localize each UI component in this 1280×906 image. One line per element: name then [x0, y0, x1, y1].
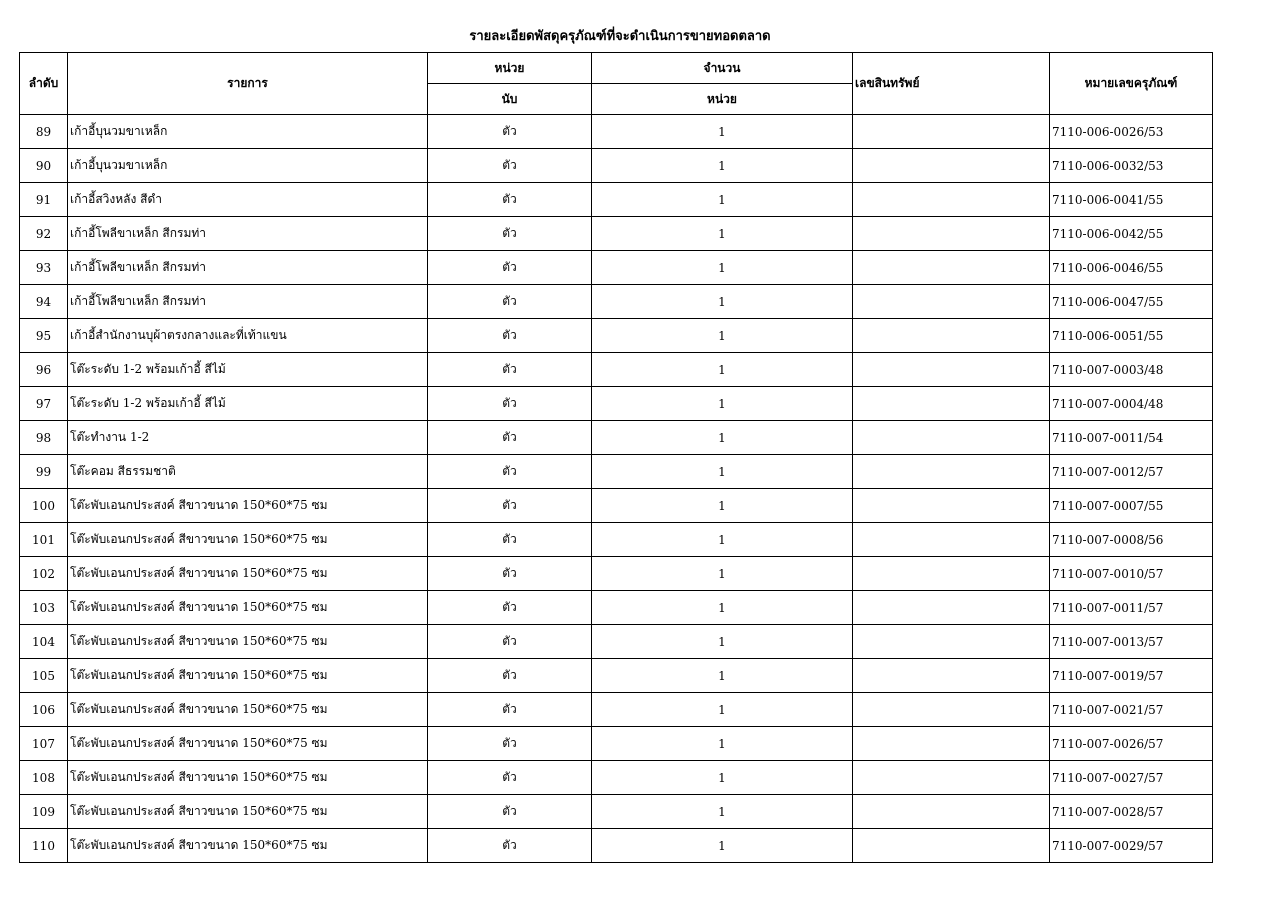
header-item: รายการ	[68, 53, 428, 115]
cell-item: เก้าอี้สวิงหลัง สีดำ	[68, 183, 428, 217]
cell-seq: 90	[20, 149, 68, 183]
table-row	[20, 489, 1213, 523]
cell-qty: 1	[592, 251, 853, 285]
table-body	[20, 115, 1213, 863]
cell-unit: ตัว	[428, 149, 592, 183]
cell-qty: 1	[592, 727, 853, 761]
header-qty-top: จำนวน	[592, 53, 853, 84]
cell-qty: 1	[592, 319, 853, 353]
cell-qty: 1	[592, 693, 853, 727]
table-row	[20, 387, 1213, 421]
cell-qty: 1	[592, 795, 853, 829]
cell-unit: ตัว	[428, 183, 592, 217]
cell-item: โต๊ะพับเอนกประสงค์ สีขาวขนาด 150*60*75 ซม	[68, 795, 428, 829]
cell-qty: 1	[592, 523, 853, 557]
cell-item: โต๊ะพับเอนกประสงค์ สีขาวขนาด 150*60*75 ซม	[68, 829, 428, 863]
cell-seq: 108	[20, 761, 68, 795]
cell-seq: 105	[20, 659, 68, 693]
cell-equipment-code: 7110-007-0028/57	[1050, 795, 1213, 829]
cell-asset-no	[853, 149, 1050, 183]
cell-asset-no	[853, 727, 1050, 761]
cell-item: โต๊ะคอม สีธรรมชาติ	[68, 455, 428, 489]
table-row	[20, 591, 1213, 625]
cell-seq: 101	[20, 523, 68, 557]
cell-item: เก้าอี้บุนวมขาเหล็ก	[68, 149, 428, 183]
header-equipment-code: หมายเลขครุภัณฑ์	[1050, 53, 1213, 115]
cell-qty: 1	[592, 829, 853, 863]
table-row	[20, 149, 1213, 183]
cell-item: โต๊ะพับเอนกประสงค์ สีขาวขนาด 150*60*75 ซม	[68, 659, 428, 693]
cell-asset-no	[853, 591, 1050, 625]
cell-item: โต๊ะพับเอนกประสงค์ สีขาวขนาด 150*60*75 ซม	[68, 761, 428, 795]
cell-unit: ตัว	[428, 285, 592, 319]
table-row	[20, 217, 1213, 251]
cell-item: โต๊ะพับเอนกประสงค์ สีขาวขนาด 150*60*75 ซม	[68, 557, 428, 591]
document-title: รายละเอียดพัสดุครุภัณฑ์ที่จะดำเนินการขายทอดตลาด	[469, 29, 771, 44]
cell-asset-no	[853, 183, 1050, 217]
cell-qty: 1	[592, 183, 853, 217]
cell-unit: ตัว	[428, 455, 592, 489]
table-row	[20, 523, 1213, 557]
header-seq: ลำดับ	[20, 53, 68, 115]
cell-seq: 107	[20, 727, 68, 761]
cell-asset-no	[853, 319, 1050, 353]
cell-qty: 1	[592, 387, 853, 421]
cell-qty: 1	[592, 489, 853, 523]
cell-unit: ตัว	[428, 217, 592, 251]
cell-seq: 89	[20, 115, 68, 149]
cell-asset-no	[853, 251, 1050, 285]
cell-item: โต๊ะพับเอนกประสงค์ สีขาวขนาด 150*60*75 ซม	[68, 489, 428, 523]
cell-equipment-code: 7110-007-0010/57	[1050, 557, 1213, 591]
table-row	[20, 795, 1213, 829]
cell-equipment-code: 7110-007-0003/48	[1050, 353, 1213, 387]
table-row	[20, 557, 1213, 591]
cell-seq: 94	[20, 285, 68, 319]
cell-seq: 92	[20, 217, 68, 251]
table-row	[20, 183, 1213, 217]
asset-table	[19, 52, 1213, 863]
cell-seq: 103	[20, 591, 68, 625]
cell-unit: ตัว	[428, 727, 592, 761]
cell-qty: 1	[592, 217, 853, 251]
cell-seq: 99	[20, 455, 68, 489]
cell-equipment-code: 7110-007-0004/48	[1050, 387, 1213, 421]
cell-asset-no	[853, 353, 1050, 387]
cell-item: โต๊ะระดับ 1-2 พร้อมเก้าอี้ สีไม้	[68, 387, 428, 421]
cell-seq: 95	[20, 319, 68, 353]
cell-item: โต๊ะพับเอนกประสงค์ สีขาวขนาด 150*60*75 ซม	[68, 523, 428, 557]
cell-qty: 1	[592, 149, 853, 183]
cell-qty: 1	[592, 285, 853, 319]
table-row	[20, 693, 1213, 727]
cell-seq: 109	[20, 795, 68, 829]
cell-asset-no	[853, 829, 1050, 863]
cell-unit: ตัว	[428, 115, 592, 149]
table-row	[20, 625, 1213, 659]
cell-qty: 1	[592, 591, 853, 625]
cell-seq: 98	[20, 421, 68, 455]
cell-equipment-code: 7110-006-0041/55	[1050, 183, 1213, 217]
header-asset-no: เลขสินทรัพย์	[853, 53, 1050, 115]
cell-equipment-code: 7110-007-0019/57	[1050, 659, 1213, 693]
cell-unit: ตัว	[428, 319, 592, 353]
table-row	[20, 115, 1213, 149]
table-row	[20, 761, 1213, 795]
cell-asset-no	[853, 693, 1050, 727]
cell-unit: ตัว	[428, 387, 592, 421]
cell-item: เก้าอี้โพลีขาเหล็ก สีกรมท่า	[68, 285, 428, 319]
table-row	[20, 421, 1213, 455]
cell-item: โต๊ะระดับ 1-2 พร้อมเก้าอี้ สีไม้	[68, 353, 428, 387]
cell-seq: 97	[20, 387, 68, 421]
cell-unit: ตัว	[428, 795, 592, 829]
table-row	[20, 319, 1213, 353]
cell-asset-no	[853, 761, 1050, 795]
cell-equipment-code: 7110-006-0042/55	[1050, 217, 1213, 251]
cell-asset-no	[853, 523, 1050, 557]
cell-seq: 102	[20, 557, 68, 591]
cell-qty: 1	[592, 421, 853, 455]
cell-asset-no	[853, 659, 1050, 693]
cell-asset-no	[853, 421, 1050, 455]
cell-qty: 1	[592, 115, 853, 149]
cell-qty: 1	[592, 557, 853, 591]
cell-qty: 1	[592, 353, 853, 387]
cell-seq: 96	[20, 353, 68, 387]
cell-equipment-code: 7110-007-0012/57	[1050, 455, 1213, 489]
header-unit-bottom: นับ	[428, 84, 592, 115]
cell-asset-no	[853, 217, 1050, 251]
cell-equipment-code: 7110-006-0032/53	[1050, 149, 1213, 183]
cell-asset-no	[853, 455, 1050, 489]
cell-item: เก้าอี้บุนวมขาเหล็ก	[68, 115, 428, 149]
cell-equipment-code: 7110-007-0027/57	[1050, 761, 1213, 795]
cell-equipment-code: 7110-006-0046/55	[1050, 251, 1213, 285]
cell-qty: 1	[592, 455, 853, 489]
table-row	[20, 285, 1213, 319]
cell-asset-no	[853, 489, 1050, 523]
cell-unit: ตัว	[428, 625, 592, 659]
cell-unit: ตัว	[428, 353, 592, 387]
cell-equipment-code: 7110-007-0011/54	[1050, 421, 1213, 455]
cell-equipment-code: 7110-007-0008/56	[1050, 523, 1213, 557]
cell-asset-no	[853, 625, 1050, 659]
cell-seq: 110	[20, 829, 68, 863]
cell-item: โต๊ะพับเอนกประสงค์ สีขาวขนาด 150*60*75 ซม	[68, 693, 428, 727]
cell-item: เก้าอี้โพลีขาเหล็ก สีกรมท่า	[68, 217, 428, 251]
cell-seq: 93	[20, 251, 68, 285]
cell-unit: ตัว	[428, 557, 592, 591]
cell-unit: ตัว	[428, 489, 592, 523]
cell-equipment-code: 7110-007-0021/57	[1050, 693, 1213, 727]
cell-unit: ตัว	[428, 693, 592, 727]
cell-equipment-code: 7110-007-0011/57	[1050, 591, 1213, 625]
table-row	[20, 455, 1213, 489]
cell-unit: ตัว	[428, 761, 592, 795]
cell-equipment-code: 7110-006-0026/53	[1050, 115, 1213, 149]
table-row	[20, 251, 1213, 285]
table-row	[20, 727, 1213, 761]
cell-equipment-code: 7110-007-0013/57	[1050, 625, 1213, 659]
cell-item: โต๊ะพับเอนกประสงค์ สีขาวขนาด 150*60*75 ซม	[68, 625, 428, 659]
cell-asset-no	[853, 557, 1050, 591]
cell-item: โต๊ะพับเอนกประสงค์ สีขาวขนาด 150*60*75 ซม	[68, 727, 428, 761]
cell-asset-no	[853, 115, 1050, 149]
cell-unit: ตัว	[428, 421, 592, 455]
table-row	[20, 829, 1213, 863]
cell-item: โต๊ะพับเอนกประสงค์ สีขาวขนาด 150*60*75 ซม	[68, 591, 428, 625]
cell-unit: ตัว	[428, 829, 592, 863]
cell-equipment-code: 7110-007-0007/55	[1050, 489, 1213, 523]
cell-equipment-code: 7110-007-0026/57	[1050, 727, 1213, 761]
header-row-top	[20, 53, 1213, 84]
cell-seq: 100	[20, 489, 68, 523]
cell-unit: ตัว	[428, 591, 592, 625]
cell-unit: ตัว	[428, 523, 592, 557]
table-row	[20, 353, 1213, 387]
cell-equipment-code: 7110-006-0051/55	[1050, 319, 1213, 353]
cell-qty: 1	[592, 659, 853, 693]
header-unit-top: หน่วย	[428, 53, 592, 84]
cell-equipment-code: 7110-007-0029/57	[1050, 829, 1213, 863]
cell-seq: 106	[20, 693, 68, 727]
table-row	[20, 659, 1213, 693]
cell-seq: 104	[20, 625, 68, 659]
cell-item: โต๊ะทำงาน 1-2	[68, 421, 428, 455]
header-qty-bottom: หน่วย	[592, 84, 853, 115]
cell-item: เก้าอี้สำนักงานบุผ้าตรงกลางและที่เท้าแขน	[68, 319, 428, 353]
cell-asset-no	[853, 387, 1050, 421]
cell-asset-no	[853, 285, 1050, 319]
cell-qty: 1	[592, 761, 853, 795]
cell-unit: ตัว	[428, 251, 592, 285]
cell-equipment-code: 7110-006-0047/55	[1050, 285, 1213, 319]
cell-asset-no	[853, 795, 1050, 829]
cell-seq: 91	[20, 183, 68, 217]
cell-item: เก้าอี้โพลีขาเหล็ก สีกรมท่า	[68, 251, 428, 285]
cell-qty: 1	[592, 625, 853, 659]
cell-unit: ตัว	[428, 659, 592, 693]
